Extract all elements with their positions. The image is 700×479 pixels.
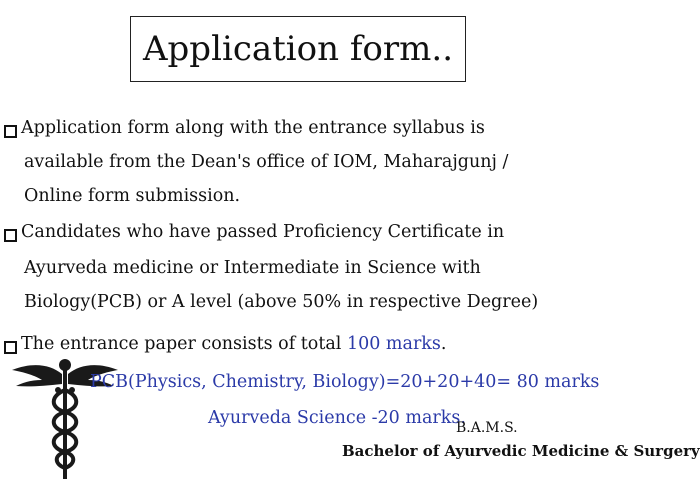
bullet-2-line-3: Biology(PCB) or A level (above 50% in respective Degree)	[24, 292, 539, 312]
total-marks-highlight: 100 marks	[346, 334, 441, 354]
checkbox-bullet-icon	[4, 125, 17, 138]
marks-breakdown-ayurveda: Ayurveda Science -20 marks.	[208, 408, 466, 428]
bullet-3-line-1	[21, 334, 446, 354]
slide-title: Application form..	[142, 29, 454, 69]
footer-abbreviation: B.A.M.S.	[456, 420, 518, 436]
bullet-1-line-3: Online form submission.	[24, 186, 241, 206]
marks-breakdown-pcb: PCB(Physics, Chemistry, Biology)=20+20+40= 80 marks	[90, 372, 600, 392]
bullet-item-2	[4, 222, 504, 242]
bullet-2-line-1: Candidates who have passed Proficiency Certificate in	[21, 222, 505, 242]
checkbox-bullet-icon	[4, 341, 17, 354]
bullet-3-prefix: The entrance paper consists of total	[21, 334, 347, 354]
bullet-item-1	[4, 118, 485, 138]
bullet-1-line-1: Application form along with the entrance syllabus is	[21, 118, 485, 138]
title-box	[130, 16, 466, 82]
checkbox-bullet-icon	[4, 229, 17, 242]
footer-degree-name: Bachelor of Ayurvedic Medicine & Surgery	[342, 442, 700, 460]
bullet-1-line-2: available from the Dean's office of IOM, Maharajgunj /	[24, 152, 509, 172]
bullet-3-suffix: .	[440, 334, 447, 354]
bullet-2-line-2: Ayurveda medicine or Intermediate in Science with	[24, 258, 481, 278]
bullet-item-3	[4, 334, 446, 354]
